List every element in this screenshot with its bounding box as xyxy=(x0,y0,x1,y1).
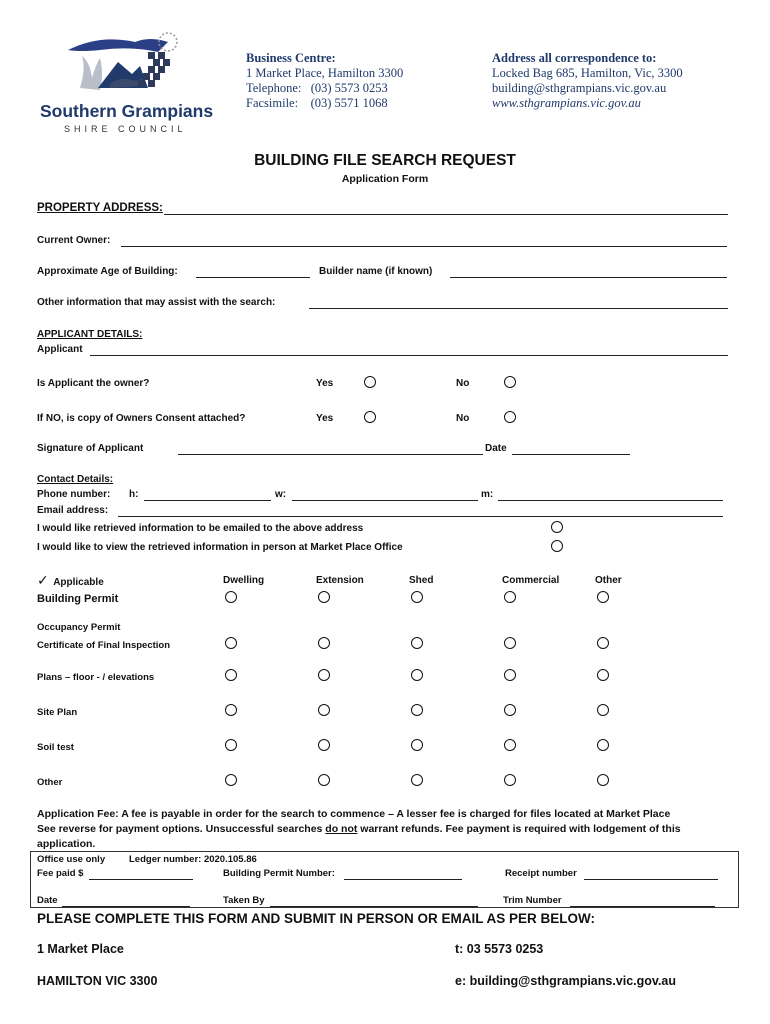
contact-details-heading: Contact Details: xyxy=(37,474,114,485)
column-commercial: Commercial xyxy=(502,575,560,586)
form-subtitle: Application Form xyxy=(341,173,429,185)
phone-m-label: m: xyxy=(481,489,494,500)
radio-building-permit-extension[interactable] xyxy=(318,591,330,603)
business-address: 1 Market Place, Hamilton 3300 xyxy=(246,66,404,80)
phone-home-field[interactable] xyxy=(144,500,271,501)
applicable-header xyxy=(37,572,104,590)
other-info-label: Other information that may assist with the search: xyxy=(37,297,276,308)
correspondence-heading: Address all correspondence to: xyxy=(492,51,657,65)
receipt-number-label: Receipt number xyxy=(505,868,577,879)
fee-note-line2c: warrant refunds. Fee payment is required with lodgement of this xyxy=(357,823,681,835)
business-facsimile: Facsimile: (03) 5571 1068 xyxy=(246,96,388,110)
fee-note-do-not: do not xyxy=(325,823,358,835)
consent-no-radio[interactable] xyxy=(504,411,516,423)
checkmark-icon: ✓ xyxy=(37,573,49,589)
radio-plans-shed[interactable] xyxy=(411,669,423,681)
form-title: BUILDING FILE SEARCH REQUEST xyxy=(254,152,516,169)
radio-building-permit-commercial[interactable] xyxy=(504,591,516,603)
bp-number-field[interactable] xyxy=(344,879,462,880)
phone-label: Phone number: xyxy=(37,489,111,500)
radio-final-inspection-extension[interactable] xyxy=(318,637,330,649)
radio-other-dwelling[interactable] xyxy=(225,774,237,786)
row-other: Other xyxy=(37,777,63,788)
submit-instruction: PLEASE COMPLETE THIS FORM AND SUBMIT IN PERSON OR EMAIL AS PER BELOW: xyxy=(37,911,596,926)
trim-number-label: Trim Number xyxy=(503,895,562,906)
radio-building-permit-dwelling[interactable] xyxy=(225,591,237,603)
radio-plans-extension[interactable] xyxy=(318,669,330,681)
radio-plans-commercial[interactable] xyxy=(504,669,516,681)
radio-plans-dwelling[interactable] xyxy=(225,669,237,681)
fee-paid-label: Fee paid $ xyxy=(37,868,84,879)
footer-address-line2: HAMILTON VIC 3300 xyxy=(37,974,158,988)
logo-name: Southern Grampians xyxy=(40,101,214,121)
logo-mountain-icon xyxy=(40,28,200,108)
building-age-field[interactable] xyxy=(196,277,310,278)
bp-number-label: Building Permit Number: xyxy=(223,868,335,879)
radio-site-plan-extension[interactable] xyxy=(318,704,330,716)
footer-email[interactable]: e: building@sthgrampians.vic.gov.au xyxy=(455,974,677,988)
radio-other-extension[interactable] xyxy=(318,774,330,786)
radio-soil-test-dwelling[interactable] xyxy=(225,739,237,751)
office-date-field[interactable] xyxy=(62,906,190,907)
consent-question: If NO, is copy of Owners Consent attached? xyxy=(37,413,246,424)
applicant-field[interactable] xyxy=(90,355,728,356)
row-plans: Plans – floor - / elevations xyxy=(37,672,155,683)
row-site-plan: Site Plan xyxy=(37,707,78,718)
current-owner-field[interactable] xyxy=(121,246,727,247)
applicable-label: Applicable xyxy=(53,577,104,588)
trim-number-field[interactable] xyxy=(570,906,715,907)
radio-final-inspection-other[interactable] xyxy=(597,637,609,649)
receipt-number-field[interactable] xyxy=(584,879,718,880)
row-soil-test: Soil test xyxy=(37,742,74,753)
radio-soil-test-extension[interactable] xyxy=(318,739,330,751)
business-heading: Business Centre: xyxy=(246,51,336,65)
radio-soil-test-commercial[interactable] xyxy=(504,739,516,751)
phone-mobile-field[interactable] xyxy=(498,500,723,501)
taken-by-label: Taken By xyxy=(223,895,265,906)
property-address-field[interactable] xyxy=(164,214,728,215)
business-telephone: Telephone: (03) 5573 0253 xyxy=(246,81,388,95)
row-occupancy-permit: Occupancy Permit xyxy=(37,622,121,633)
building-age-label: Approximate Age of Building: xyxy=(37,266,178,277)
radio-soil-test-shed[interactable] xyxy=(411,739,423,751)
correspondence-block xyxy=(492,51,683,111)
taken-by-field[interactable] xyxy=(270,906,478,907)
email-label: Email address: xyxy=(37,505,109,516)
radio-site-plan-commercial[interactable] xyxy=(504,704,516,716)
signature-field[interactable] xyxy=(178,454,483,455)
ledger-number: Ledger number: 2020.105.86 xyxy=(129,854,257,865)
row-building-permit: Building Permit xyxy=(37,593,119,605)
fee-note-line2 xyxy=(37,823,681,835)
column-shed: Shed xyxy=(409,575,434,586)
phone-w-label: w: xyxy=(275,489,287,500)
radio-soil-test-other[interactable] xyxy=(597,739,609,751)
builder-name-field[interactable] xyxy=(450,277,727,278)
other-info-field[interactable] xyxy=(309,308,728,309)
owner-yes-radio[interactable] xyxy=(364,376,376,388)
email-field[interactable] xyxy=(118,516,723,517)
phone-h-label: h: xyxy=(129,489,139,500)
consent-yes-label: Yes xyxy=(316,413,334,424)
owner-no-radio[interactable] xyxy=(504,376,516,388)
column-dwelling: Dwelling xyxy=(223,575,265,586)
radio-building-permit-shed[interactable] xyxy=(411,591,423,603)
option-email-radio[interactable] xyxy=(551,521,563,533)
radio-other-other[interactable] xyxy=(597,774,609,786)
signature-date-field[interactable] xyxy=(512,454,630,455)
option-view-label: I would like to view the retrieved information in person at Market Place Office xyxy=(37,542,403,553)
option-view-radio[interactable] xyxy=(551,540,563,552)
fee-paid-field[interactable] xyxy=(89,879,193,880)
correspondence-website[interactable]: www.sthgrampians.vic.gov.au xyxy=(492,96,641,110)
radio-other-commercial[interactable] xyxy=(504,774,516,786)
radio-final-inspection-dwelling[interactable] xyxy=(225,637,237,649)
owner-yes-label: Yes xyxy=(316,378,334,389)
fee-note-line2a: See reverse for payment options. Unsuccessful searches xyxy=(37,823,326,835)
radio-final-inspection-commercial[interactable] xyxy=(504,637,516,649)
radio-plans-other[interactable] xyxy=(597,669,609,681)
row-final-inspection: Certificate of Final Inspection xyxy=(37,640,171,651)
consent-yes-radio[interactable] xyxy=(364,411,376,423)
office-use-label: Office use only xyxy=(37,854,106,865)
column-other: Other xyxy=(595,575,622,586)
correspondence-line: Locked Bag 685, Hamilton, Vic, 3300 xyxy=(492,66,683,80)
radio-site-plan-dwelling[interactable] xyxy=(225,704,237,716)
radio-final-inspection-shed[interactable] xyxy=(411,637,423,649)
footer-address-line1: 1 Market Place xyxy=(37,942,124,956)
property-address-label: PROPERTY ADDRESS: xyxy=(37,202,163,214)
owner-question: Is Applicant the owner? xyxy=(37,378,150,389)
signature-label: Signature of Applicant xyxy=(37,443,144,454)
option-email-label: I would like retrieved information to be emailed to the above address xyxy=(37,523,364,534)
applicant-label: Applicant xyxy=(37,344,83,355)
builder-name-label: Builder name (if known) xyxy=(319,266,433,277)
fee-note-line1: Application Fee: A fee is payable in order for the search to commence – A lesser fee is charged for files located at Market Place xyxy=(37,808,671,820)
fee-note-line3: application. xyxy=(37,838,96,850)
applicant-details-heading: APPLICANT DETAILS: xyxy=(37,329,143,340)
business-centre-block xyxy=(246,51,403,111)
phone-work-field[interactable] xyxy=(292,500,478,501)
consent-no-label: No xyxy=(456,413,470,424)
owner-no-label: No xyxy=(456,378,470,389)
council-logo xyxy=(40,28,214,140)
column-extension: Extension xyxy=(316,575,364,586)
radio-other-shed[interactable] xyxy=(411,774,423,786)
correspondence-email[interactable]: building@sthgrampians.vic.gov.au xyxy=(492,81,667,95)
current-owner-label: Current Owner: xyxy=(37,235,111,246)
logo-subtitle: SHIRE COUNCIL xyxy=(64,124,187,134)
office-date-label: Date xyxy=(37,895,58,906)
radio-building-permit-other[interactable] xyxy=(597,591,609,603)
signature-date-label: Date xyxy=(485,443,507,454)
radio-site-plan-other[interactable] xyxy=(597,704,609,716)
radio-site-plan-shed[interactable] xyxy=(411,704,423,716)
footer-telephone: t: 03 5573 0253 xyxy=(455,942,544,956)
